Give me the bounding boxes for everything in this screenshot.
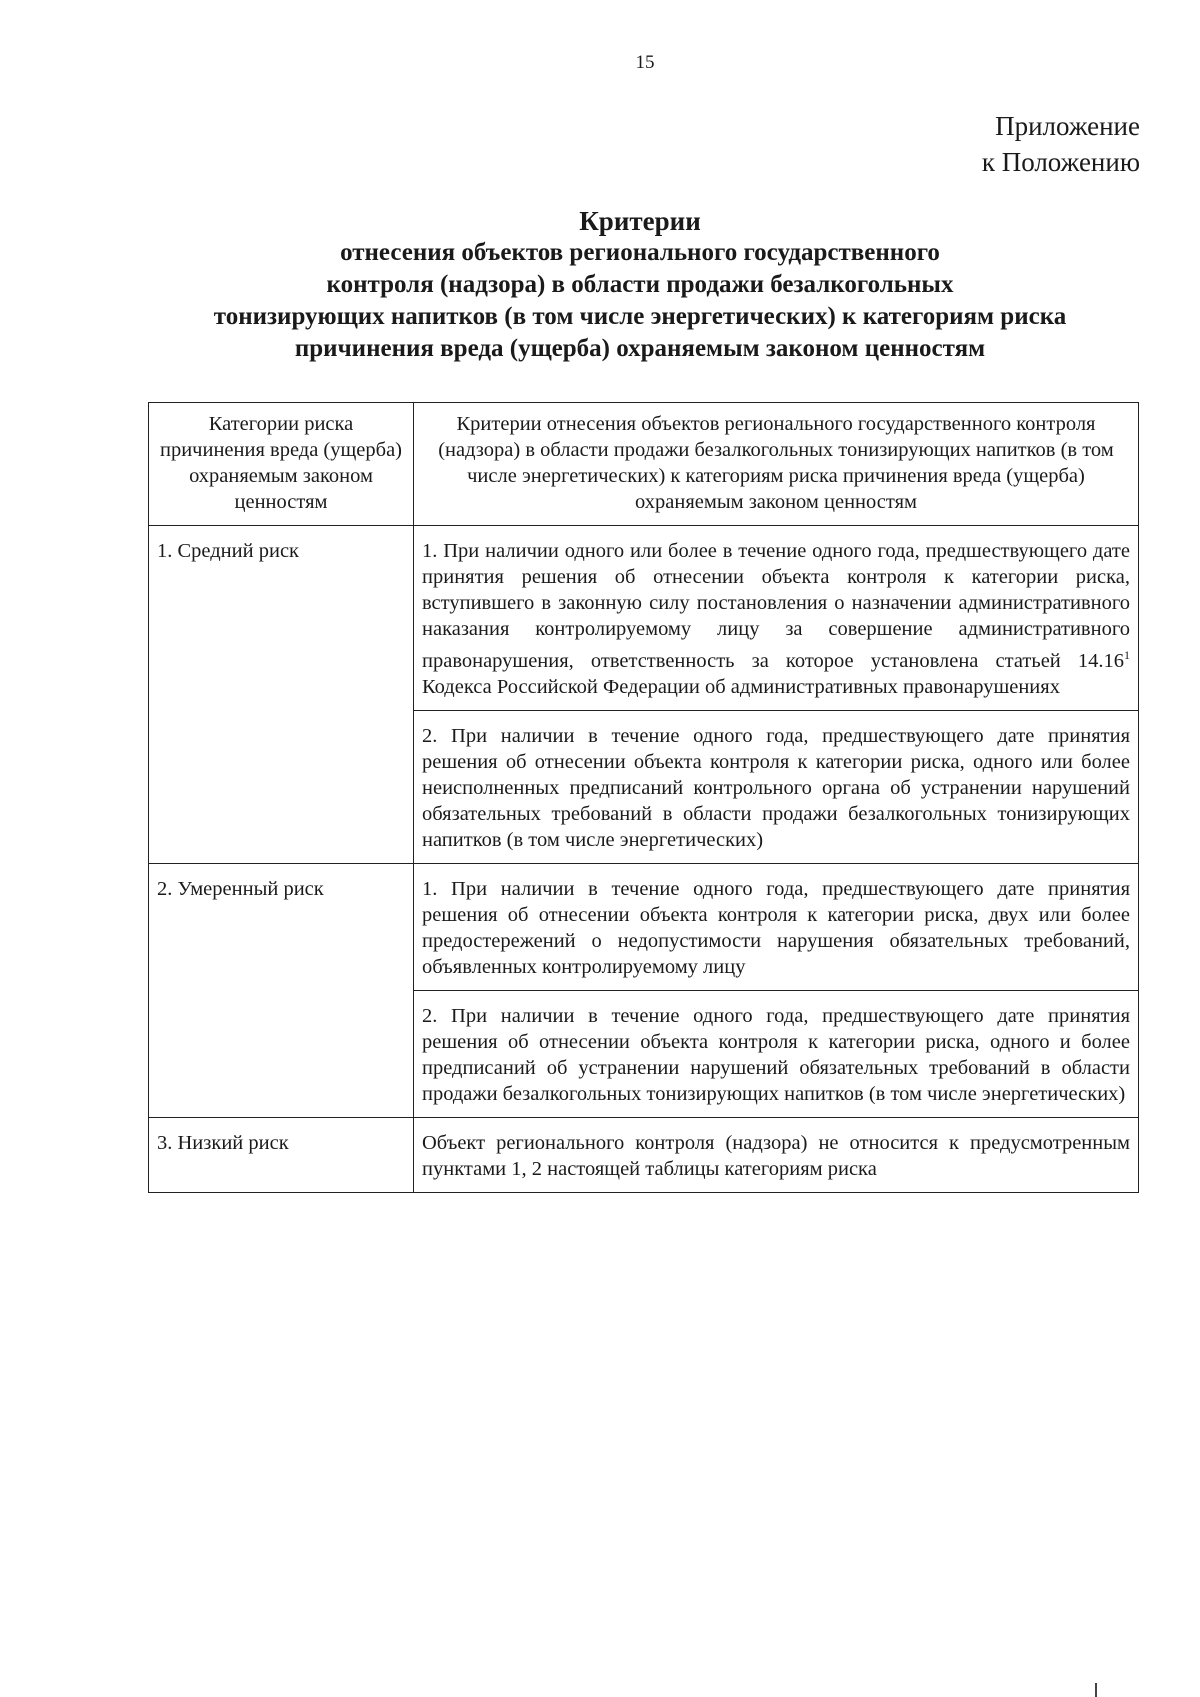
risk-criteria-table (148, 402, 1139, 1193)
risk-category-moderate: 2. Умеренный риск (149, 863, 414, 1117)
risk-category-medium: 1. Средний риск (149, 526, 414, 864)
appendix-note (982, 108, 1140, 180)
document-title (145, 205, 1135, 365)
appendix-line: к Положению (981, 147, 1140, 177)
table-row (149, 526, 1139, 711)
appendix-line: Приложение (995, 111, 1140, 141)
risk-criterion: 2. При наличии в течение одного года, предшествующего дате принятия решения об отнесении объекта контроля к категории риска, одного или более неисполненных предписаний контрольного органа об устранении нарушений обязательных требований в области продажи безалкогольных тонизирующих напитков (в том числе энергетических) (414, 710, 1139, 863)
column-header-criteria: Критерии отнесения объектов регионального государственного контроля (надзора) в области продажи безалкогольных тонизирующих напитков (в том числе энергетических) к категориям риска причинения вреда (ущерба) охраняемым законом ценностям (414, 403, 1139, 526)
article-superscript: 1 (1124, 648, 1130, 662)
risk-criterion: 2. При наличии в течение одного года, предшествующего дате принятия решения об отнесении объекта контроля к категории риска, одного и более предписаний об устранении нарушений обязательных требований в области продажи безалкогольных тонизирующих напитков (в том числе энергетических) (414, 990, 1139, 1117)
title-line: причинения вреда (ущерба) охраняемым законом ценностям (294, 335, 986, 362)
risk-category-low: 3. Низкий риск (149, 1117, 414, 1192)
page-number: 15 (635, 52, 655, 73)
criterion-text: Кодекса Российской Федерации об административных правонарушениях (422, 675, 1060, 698)
risk-criterion: 1. При наличии в течение одного года, предшествующего дате принятия решения об отнесении объекта контроля к категории риска, двух или более предостережений о недопустимости нарушения обязательных требований, объявленных контролируемому лицу (414, 863, 1139, 990)
title-line: контроля (надзора) в области продажи безалкогольных (326, 271, 954, 298)
table-header-row (149, 403, 1139, 526)
scan-edge-mark (1095, 1683, 1097, 1697)
title-line: отнесения объектов регионального государственного (340, 239, 940, 266)
criterion-text: 1. При наличии одного или более в течение одного года, предшествующего дате принятия решения об отнесении объекта контроля к категории риска, вступившего в законную силу постановления о назначении административного наказания контролируемому лицу за совершение административного правонарушения, ответственность за которое установлена статьей 14.16 (422, 540, 1130, 672)
risk-criterion (414, 526, 1139, 711)
title-line: тонизирующих напитков (в том числе энергетических) к категориям риска (213, 303, 1067, 330)
table-row (149, 1117, 1139, 1192)
risk-criterion: Объект регионального контроля (надзора) не относится к предусмотренным пунктами 1, 2 настоящей таблицы категориям риска (414, 1117, 1139, 1192)
table-row (149, 863, 1139, 990)
title-line: Критерии (579, 206, 701, 236)
column-header-category: Категории риска причинения вреда (ущерба) охраняемым законом ценностям (149, 403, 414, 526)
